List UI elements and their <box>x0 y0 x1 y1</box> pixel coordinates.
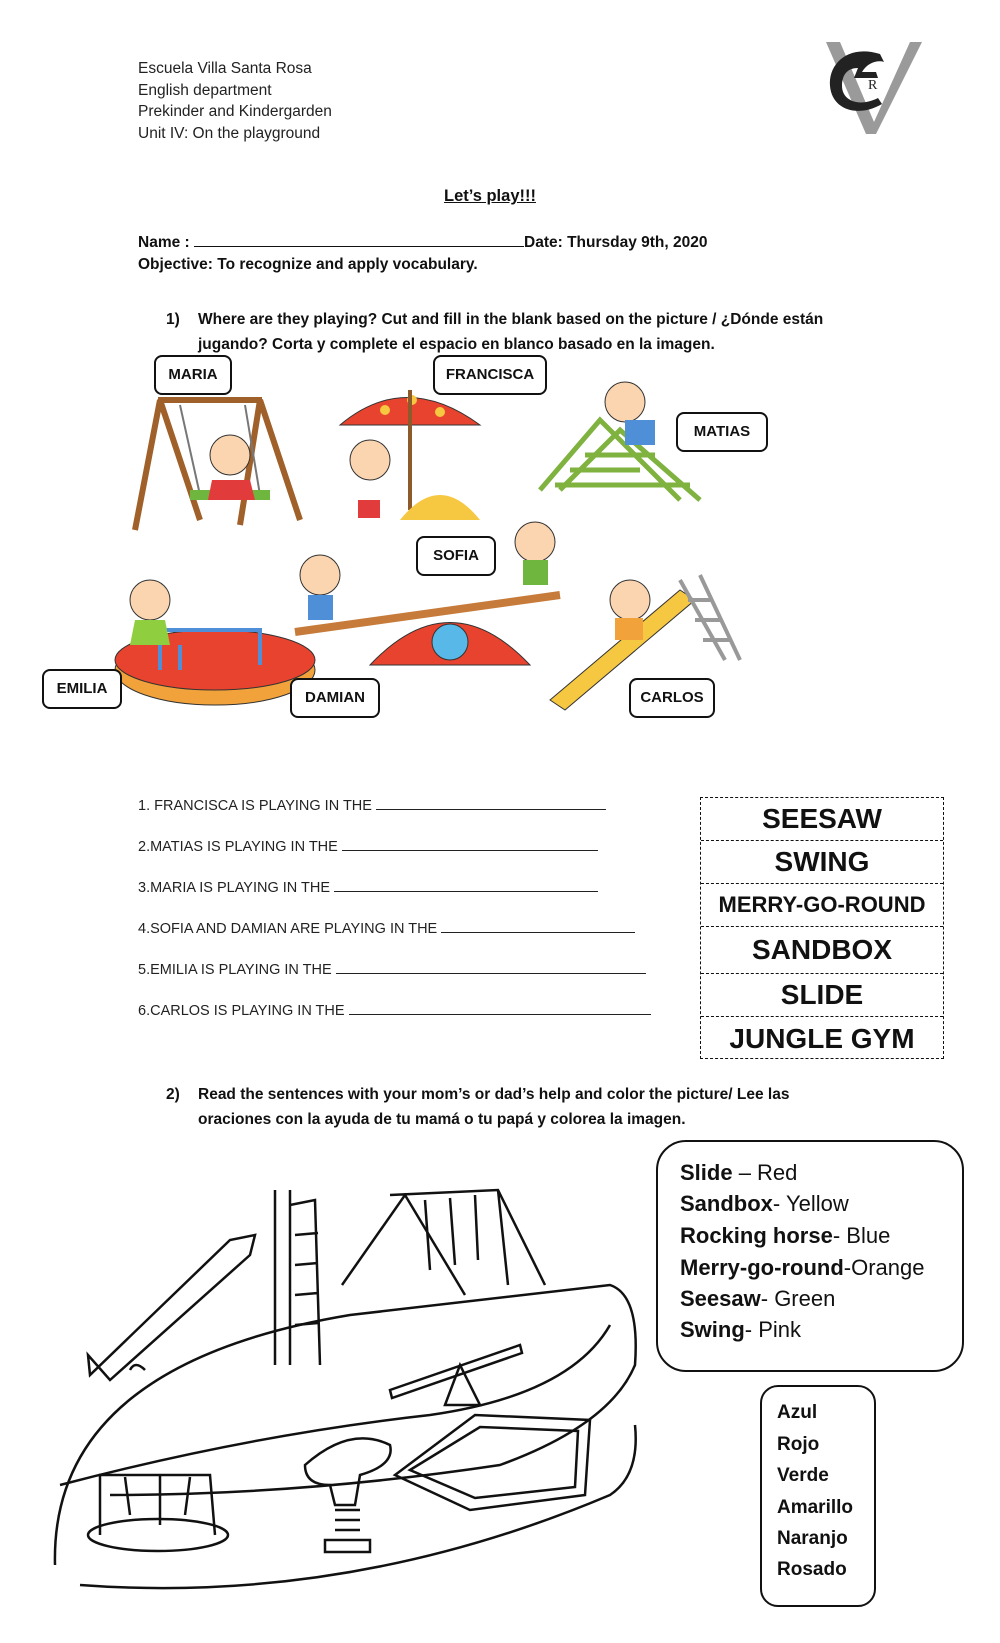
school-header <box>138 58 332 144</box>
unit-title: Unit IV: On the playground <box>138 124 321 142</box>
name-field[interactable] <box>194 231 524 247</box>
grade-level: Prekinder and Kindergarden <box>138 103 332 120</box>
sentence-3 <box>138 879 598 896</box>
playground-scene <box>40 360 820 760</box>
name-tag-maria: MARIA <box>154 355 232 395</box>
sentence-1 <box>138 797 606 814</box>
sentence-5 <box>138 961 646 978</box>
name-date-line <box>138 231 707 252</box>
name-tag-matias: MATIAS <box>676 412 768 452</box>
sandbox-drawing <box>340 390 480 520</box>
question-1-text: Where are they playing? Cut and fill in the blank based on the picture / ¿Dónde están jugando? Corta y complete el espacio en blanco basado en la imagen. <box>198 311 824 353</box>
color-key <box>656 1140 964 1372</box>
sentence-1-blank[interactable] <box>376 797 606 810</box>
spanish-color-rosado: Rosado <box>777 1559 847 1580</box>
name-tag-emilia: EMILIA <box>42 669 122 709</box>
department: English department <box>138 81 272 99</box>
school-name: Escuela Villa Santa Rosa <box>138 60 312 77</box>
swing-drawing <box>135 400 300 530</box>
word-bank <box>700 797 944 1059</box>
color-key-rocking-horse: Rocking horse- Blue <box>680 1223 891 1248</box>
sentence-4-text: 4.SOFIA AND DAMIAN ARE PLAYING IN THE <box>138 921 438 937</box>
sentence-4-blank[interactable] <box>441 920 635 933</box>
sentence-1-text: 1. FRANCISCA IS PLAYING IN THE <box>138 798 372 814</box>
spanish-color-verde: Verde <box>777 1465 829 1486</box>
word-jungle-gym[interactable]: JUNGLE GYM <box>729 1023 915 1054</box>
svg-text:S: S <box>864 53 872 68</box>
objective: Objective: To recognize and apply vocabulary. <box>138 256 478 273</box>
sentence-6-blank[interactable] <box>349 1002 651 1015</box>
school-logo <box>818 34 930 142</box>
sentence-2-blank[interactable] <box>342 838 598 851</box>
spanish-colors-box <box>760 1385 876 1607</box>
name-tag-francisca: FRANCISCA <box>433 355 547 395</box>
word-seesaw[interactable]: SEESAW <box>701 798 943 841</box>
spanish-color-rojo: Rojo <box>777 1434 820 1455</box>
color-key-seesaw: Seesaw- Green <box>680 1286 836 1311</box>
sentence-3-blank[interactable] <box>334 879 598 892</box>
worksheet-title: Let’s play!!! <box>444 187 536 205</box>
sentence-4 <box>138 920 635 937</box>
word-merry-go-round[interactable]: MERRY-GO-ROUND <box>701 884 943 927</box>
sentence-6-text: 6.CARLOS IS PLAYING IN THE <box>138 1003 345 1019</box>
color-key-swing: Swing- Pink <box>680 1317 802 1342</box>
sentence-2-text: 2.MATIAS IS PLAYING IN THE <box>138 839 338 855</box>
question-2-number: 2) <box>166 1086 180 1103</box>
question-2 <box>166 1082 866 1132</box>
name-tag-sofia: SOFIA <box>416 536 496 576</box>
spanish-color-azul: Azul <box>777 1402 818 1423</box>
sentence-2 <box>138 838 598 855</box>
sentence-5-blank[interactable] <box>336 961 646 974</box>
merry-go-round-drawing <box>115 580 315 705</box>
sentence-6 <box>138 1002 651 1019</box>
word-slide[interactable]: SLIDE <box>701 974 943 1017</box>
name-tag-damian: DAMIAN <box>290 678 380 718</box>
color-key-merry-go-round: Merry-go-round-Orange <box>680 1255 925 1280</box>
svg-text:R: R <box>868 78 878 93</box>
date-label: Date: Thursday 9th, 2020 <box>524 234 708 251</box>
question-1 <box>166 307 866 357</box>
question-2-text: Read the sentences with your mom’s or dad’s help and color the picture/ Lee las oraciones con la ayuda de tu mamá o tu papá y colorea la imagen. <box>198 1086 790 1128</box>
word-sandbox[interactable]: SANDBOX <box>701 927 943 974</box>
question-1-number: 1) <box>166 311 180 328</box>
coloring-playground-drawing[interactable] <box>50 1165 655 1595</box>
sentence-5-text: 5.EMILIA IS PLAYING IN THE <box>138 962 332 978</box>
spanish-color-naranjo: Naranjo <box>777 1528 848 1549</box>
word-swing[interactable]: SWING <box>701 841 943 884</box>
name-tag-carlos: CARLOS <box>629 678 715 718</box>
sentence-3-text: 3.MARIA IS PLAYING IN THE <box>138 880 331 896</box>
color-key-sandbox: Sandbox- Yellow <box>680 1191 849 1216</box>
spanish-color-amarillo: Amarillo <box>777 1497 854 1518</box>
name-label: Name : <box>138 234 190 251</box>
color-key-slide: Slide – Red <box>680 1160 798 1185</box>
